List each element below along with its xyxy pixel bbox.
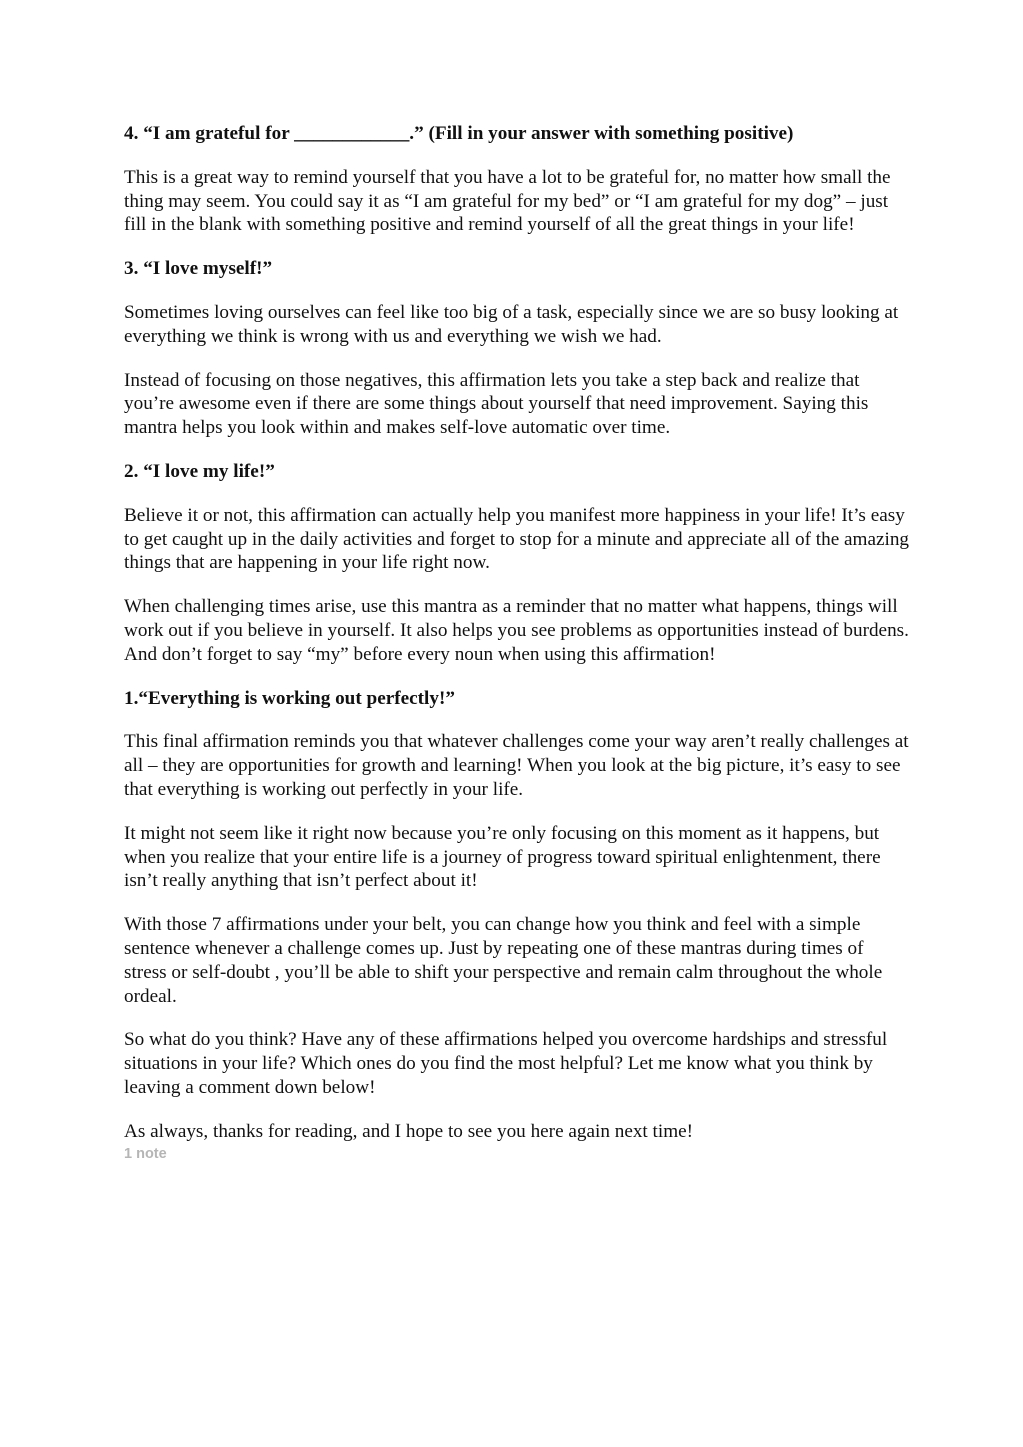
paragraph: Believe it or not, this affirmation can actually help you manifest more happiness in your life! It’s easy to get caught up in the daily activities and forget to stop for a minute and appreciate all of the amazing things that are happening in your life right now. xyxy=(124,504,910,574)
paragraph: Sometimes loving ourselves can feel like too big of a task, especially since we are so busy looking at everything we think is wrong with us and everything we wish we had. xyxy=(124,301,899,347)
section-heading: 1.“Everything is working out perfectly!” xyxy=(124,687,455,709)
paragraph: Instead of focusing on those negatives, this affirmation lets you take a step back and realize that you’re awesome even if there are some things about yourself that need improvement. Saying this mantra helps you look within and makes self-love automatic over time. xyxy=(124,369,869,439)
paragraph: With those 7 affirmations under your belt, you can change how you think and feel with a simple sentence whenever a challenge comes up. Just by repeating one of these mantras during times of stress or self-doubt , you’ll be able to shift your perspective and remain calm throughout the whole ordeal. xyxy=(124,914,883,1007)
paragraph: When challenging times arise, use this mantra as a reminder that no matter what happens, things will work out if you believe in yourself. It also helps you see problems as opportunities instead of burdens. And don’t forget to say “my” before every noun when using this affirmation! xyxy=(124,596,909,665)
paragraph: This is a great way to remind yourself that you have a lot to be grateful for, no matter how small the thing may seem. You could say it as “I am grateful for my bed” or “I am grateful for my dog” – just fill in the blank with something positive and remind yourself of all the great things in your life! xyxy=(124,166,891,236)
section-heading: 2. “I love my life!” xyxy=(124,460,275,482)
section-heading: 4. “I am grateful for ____________.” (Fill in your answer with something positive) xyxy=(124,123,794,144)
section-heading: 3. “I love myself!” xyxy=(124,258,273,280)
paragraph: This final affirmation reminds you that whatever challenges come your way aren’t really challenges at all – they are opportunities for growth and learning! When you look at the big picture, it’s easy to see that everything is working out perfectly in your life. xyxy=(124,731,909,800)
paragraph: It might not seem like it right now because you’re only focusing on this moment as it happens, but when you realize that your entire life is a journey of progress toward spiritual enlightenment, there isn’t really anything that isn’t perfect about it! xyxy=(124,822,881,892)
paragraph: So what do you think? Have any of these affirmations helped you overcome hardships and stressful situations in your life? Which ones do you find the most helpful? Let me know what you think by leaving a comment down below! xyxy=(124,1029,888,1098)
paragraph: As always, thanks for reading, and I hope to see you here again next time! xyxy=(124,1120,694,1142)
document-page xyxy=(124,122,909,1164)
note-count-link[interactable]: 1 note xyxy=(124,1145,167,1162)
